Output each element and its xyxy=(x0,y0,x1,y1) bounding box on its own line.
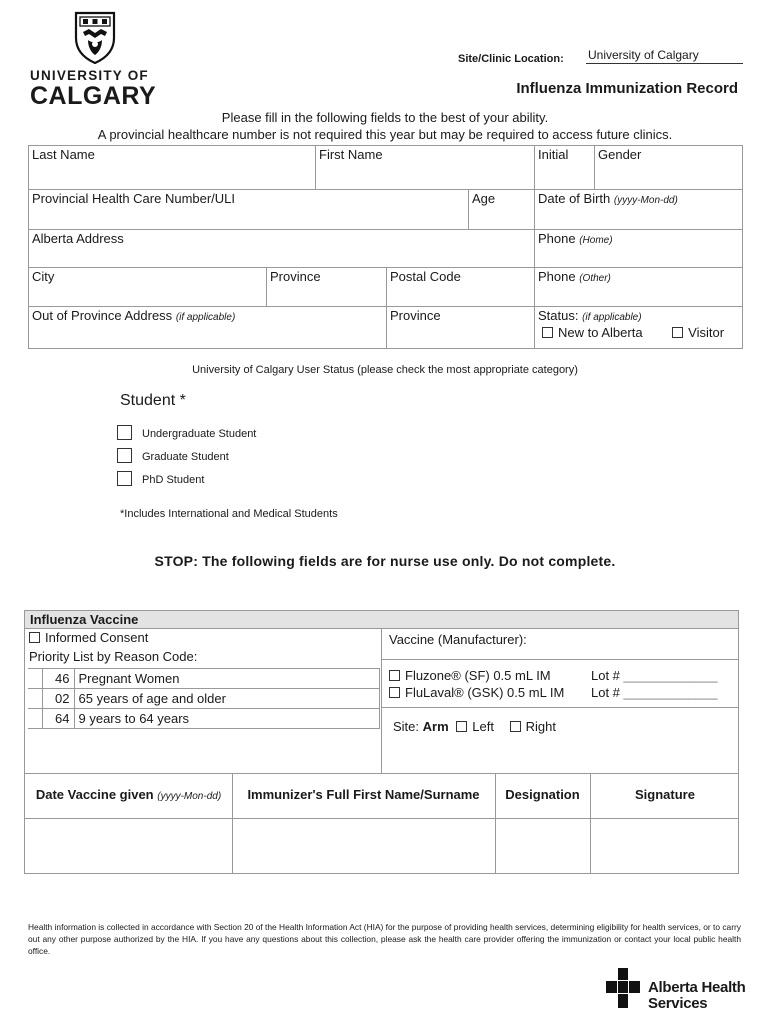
new-to-alberta-option[interactable] xyxy=(542,325,643,340)
privacy-notice: Health information is collected in accordance with Section 20 of the Health Information Act (HIA) for the purpose of providing health services, determining eligibility for health services, or to carry out any other purpose authorized by the HIA. If you have any questions about this collection, please ask the health care provider offering the immunization or contact your local public health office. xyxy=(28,922,741,956)
phone-home-field[interactable] xyxy=(535,230,742,268)
reason-label: 65 years of age and older xyxy=(74,689,380,709)
reason-row[interactable] xyxy=(28,689,380,709)
gender-field[interactable] xyxy=(595,146,742,190)
informed-consent-label: Informed Consent xyxy=(45,630,149,645)
oop-address-hint: (if applicable) xyxy=(175,312,236,323)
fluzone-lot-label: Lot # xyxy=(591,668,620,683)
phone-home-label: Phone xyxy=(538,231,576,246)
new-to-alberta-checkbox[interactable] xyxy=(542,327,553,338)
site-location-field[interactable]: University of Calgary xyxy=(586,48,743,64)
city-label: City xyxy=(32,269,55,284)
graduate-label: Graduate Student xyxy=(142,451,229,463)
postal-code-field[interactable] xyxy=(387,268,535,307)
ahs-cross-logo xyxy=(606,968,640,1010)
age-label: Age xyxy=(472,191,496,206)
signature-header: Signature xyxy=(635,787,695,802)
new-to-alberta-label: New to Alberta xyxy=(558,325,643,340)
designation-header: Designation xyxy=(505,787,580,802)
user-status-instruction: University of Calgary User Status (please check the most appropriate category) xyxy=(192,364,578,376)
date-given-label: Date Vaccine given xyxy=(35,787,154,802)
flulaval-label: FluLaval® (GSK) 0.5 mL IM xyxy=(405,685,565,700)
undergraduate-option[interactable] xyxy=(117,425,256,440)
signature-field[interactable] xyxy=(591,819,739,873)
phone-home-hint: (Home) xyxy=(579,235,613,246)
out-of-province-address-field[interactable] xyxy=(29,307,387,348)
intro-line-1: Please fill in the following fields to the best of your ability. xyxy=(221,110,549,125)
phone-other-field[interactable] xyxy=(535,268,742,307)
flulaval-checkbox[interactable] xyxy=(389,687,400,698)
immunizer-name-header: Immunizer's Full First Name/Surname xyxy=(247,787,480,802)
flulaval-lot-label: Lot # xyxy=(591,685,620,700)
fluzone-option[interactable] xyxy=(389,668,551,683)
site-location-label: Site/Clinic Location: xyxy=(458,53,564,65)
site-arm-label: Arm xyxy=(422,719,449,734)
initial-field[interactable] xyxy=(535,146,595,190)
student-heading: Student * xyxy=(120,392,186,409)
province-label: Province xyxy=(270,269,321,284)
reason-row[interactable] xyxy=(28,709,380,729)
status-hint: (if applicable) xyxy=(582,312,642,323)
immunizer-name-field[interactable] xyxy=(233,819,495,873)
graduate-checkbox[interactable] xyxy=(117,448,132,463)
site-label: Site: xyxy=(393,719,420,734)
initial-label: Initial xyxy=(538,147,569,162)
last-name-label: Last Name xyxy=(32,147,95,162)
priority-list-label: Priority List by Reason Code: xyxy=(29,649,198,664)
injection-site-row xyxy=(393,719,556,734)
health-number-field[interactable] xyxy=(29,190,469,230)
personal-info-form xyxy=(28,145,743,349)
vaccine-manufacturer-label: Vaccine (Manufacturer): xyxy=(389,632,527,647)
fluzone-lot[interactable] xyxy=(591,668,718,683)
students-footnote: *Includes International and Medical Students xyxy=(120,508,338,520)
status-field xyxy=(535,307,742,348)
phd-label: PhD Student xyxy=(142,474,205,486)
date-given-header xyxy=(25,787,232,802)
phone-other-hint: (Other) xyxy=(579,273,611,284)
ahs-line-2: Services xyxy=(648,995,708,1012)
intro-line-2: A provincial healthcare number is not required this year but may be required to access future clinics. xyxy=(97,127,673,142)
first-name-field[interactable] xyxy=(316,146,535,190)
university-crest-logo xyxy=(72,10,118,64)
gender-label: Gender xyxy=(598,147,642,162)
first-name-label: First Name xyxy=(319,147,383,162)
health-number-label: Provincial Health Care Number/ULI xyxy=(32,191,236,206)
dob-label: Date of Birth xyxy=(538,191,611,206)
right-arm-checkbox[interactable] xyxy=(510,721,521,732)
informed-consent-checkbox[interactable] xyxy=(29,632,40,643)
ahs-line-1: Alberta Health xyxy=(648,979,746,996)
date-given-field[interactable] xyxy=(25,819,232,873)
left-arm-option[interactable] xyxy=(456,719,494,734)
reason-label: 9 years to 64 years xyxy=(74,709,380,729)
flulaval-lot[interactable] xyxy=(591,685,718,700)
form-title: Influenza Immunization Record xyxy=(516,80,738,97)
stop-notice: STOP: The following fields are for nurse use only. Do not complete. xyxy=(154,553,616,569)
reason-code: 02 xyxy=(42,689,74,709)
oop-province-field[interactable] xyxy=(387,307,535,348)
reason-row[interactable] xyxy=(28,669,380,689)
fluzone-lot-blank: _____________ xyxy=(623,668,718,683)
flulaval-lot-blank: _____________ xyxy=(623,685,718,700)
flulaval-option[interactable] xyxy=(389,685,564,700)
reason-label: Pregnant Women xyxy=(74,669,380,689)
graduate-option[interactable] xyxy=(117,448,229,463)
alberta-address-label: Alberta Address xyxy=(32,231,124,246)
left-arm-checkbox[interactable] xyxy=(456,721,467,732)
fluzone-checkbox[interactable] xyxy=(389,670,400,681)
influenza-vaccine-header: Influenza Vaccine xyxy=(25,611,738,629)
ahs-wordmark xyxy=(648,980,746,1012)
reason-code-table xyxy=(28,668,380,729)
visitor-label: Visitor xyxy=(688,325,725,340)
right-arm-label: Right xyxy=(525,719,556,734)
alberta-address-field[interactable] xyxy=(29,230,535,268)
status-label: Status: xyxy=(538,308,579,323)
fluzone-label: Fluzone® (SF) 0.5 mL IM xyxy=(405,668,551,683)
undergraduate-label: Undergraduate Student xyxy=(142,428,257,440)
city-field[interactable] xyxy=(29,268,267,307)
undergraduate-checkbox[interactable] xyxy=(117,425,132,440)
postal-code-label: Postal Code xyxy=(390,269,461,284)
university-name-top: UNIVERSITY OF xyxy=(30,68,149,83)
phd-checkbox[interactable] xyxy=(117,471,132,486)
left-arm-label: Left xyxy=(472,719,494,734)
visitor-checkbox[interactable] xyxy=(672,327,683,338)
nurse-use-section xyxy=(24,610,739,874)
dob-hint: (yyyy-Mon-dd) xyxy=(613,195,678,206)
reason-code: 46 xyxy=(42,669,74,689)
dob-field[interactable] xyxy=(535,190,742,230)
oop-address-label: Out of Province Address xyxy=(32,308,173,323)
last-name-field[interactable] xyxy=(29,146,316,190)
reason-code: 64 xyxy=(42,709,74,729)
oop-province-label: Province xyxy=(390,308,441,323)
university-name-bottom: CALGARY xyxy=(30,82,157,110)
phd-option[interactable] xyxy=(117,471,204,486)
informed-consent-option[interactable] xyxy=(29,630,148,645)
designation-field[interactable] xyxy=(496,819,590,873)
date-given-hint: (yyyy-Mon-dd) xyxy=(157,791,222,802)
visitor-option[interactable] xyxy=(672,325,724,340)
province-field[interactable] xyxy=(267,268,387,307)
phone-other-label: Phone xyxy=(538,269,576,284)
right-arm-option[interactable] xyxy=(510,719,556,734)
age-field[interactable] xyxy=(469,190,535,230)
